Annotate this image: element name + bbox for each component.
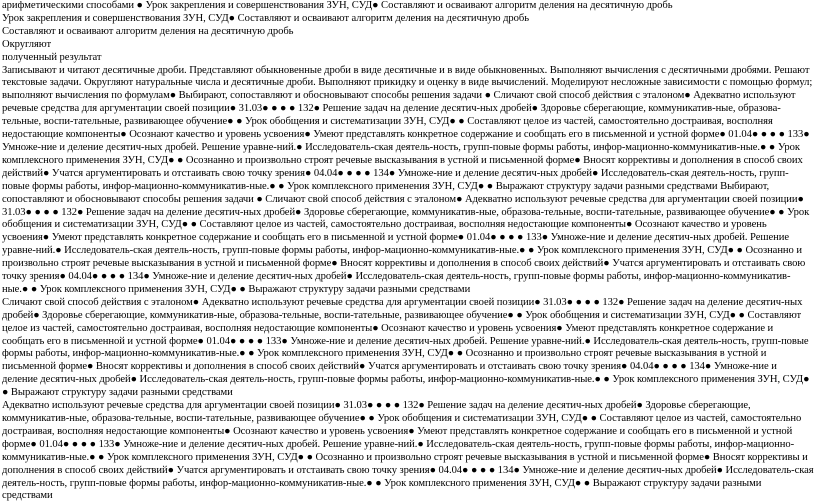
text-line-3: Составляют и осваивают алгоритм деления на десятичную дробь [2, 25, 294, 37]
paragraph-3: Адекватно используют речевые средства для аргументации своей позиции● 31.03● ● ● ● 132● Решение задач на деление десятич-ных дробей● Здоровье сберегающие, коммуникатив-ные, образова-тельные, воспи-тательные, развивающее обучение● ● Урок обобщения и систематизации ЗУН, СУД● ● Составляют целое из частей, самостоятельно достраивая, восполняя недостающие компоненты● Осознают качество и уровень усвоения● Умеют представлять конкретное содержание и сообщать его в письменной и устной форме● 01.04● ● ● ● 133● Умноже-ние и деление десятич-ных дробей. Решение уравне-ний.● Исследователь-ская деятель-ность, групп-повые формы работы, инфор-мационно-коммуникатив-ные.● ● Урок комплексного применения ЗУН, СУД● ● Осознанно и произвольно строят речевые высказывания в устной и письменной форме● Вносят коррективы и дополнения в способ своих действий● Учатся аргументировать и отстаивать свою точку зрения● 04.04● ● ● ● 134● Умноже-ние и деление десятич-ных дробей● Исследователь-ская деятель-ность, групп-повые формы работы, инфор-мационно-коммуникатив-ные.● ● Урок комплексного применения ЗУН, СУД● ● Выражают структуру задачи разными средствами [2, 400, 814, 502]
text-line-1: арифметическими способами ● Урок закрепления и совершенствования ЗУН, СУД● Составляют и осваивают алгоритм деления на десятичную дробь [2, 0, 673, 11]
paragraph-2: Сличают свой способ действия с эталоном● Адекватно используют речевые средства для аргументации своей позиции● 31.03● ● ● ● 132● Решение задач на деление десятич-ных дробей● Здоровье сберегающие, коммуникатив-ные, образова-тельные, воспи-тательные, развивающее обучение● ● Урок обобщения и систематизации ЗУН, СУД● ● Составляют целое из частей, самостоятельно достраивая, восполняя недостающие компоненты● Осознают качество и уровень усвоения● Умеют представлять конкретное содержание и сообщать его в письменной и устной форме● 01.04● ● ● ● 133● Умноже-ние и деление десятич-ных дробей. Решение уравне-ний.● Исследователь-ская деятель-ность, групп-повые формы работы, инфор-мационно-коммуникатив-ные.● ● Урок комплексного применения ЗУН, СУД● ● Осознанно и произвольно строят речевые высказывания в устной и письменной форме● Вносят коррективы и дополнения в способ своих действий● Учатся аргументировать и отстаивать свою точку зрения● 04.04● ● ● ● 134● Умноже-ние и деление десятич-ных дробей● Исследователь-ская деятель-ность, групп-повые формы работы, инфор-мационно-коммуникатив-ные.● ● Урок комплексного применения ЗУН, СУД● ● Выражают структуру задачи разными средствами [2, 296, 810, 399]
paragraph-1: Записывают и читают десятичные дроби. Представляют обыкновенные дроби в виде десятичные и в виде обыкновенных. Выполняют вычисления с десятичными дробями. Решают текстовые задачи. Округляют натуральные числа и десятичные дроби. Выполняют прикидку и оценку в виде вычислений. Моделируют несложные зависимости с помощью формул; выполняют вычисления по формулам● Выбирают, сопоставляют и обосновывают способы решения задачи ● Сличают свой способ действия с эталоном● Адекватно используют речевые средства для аргументации своей позиции● 31.03● ● ● ● 132● Решение задач на деление десятич-ных дробей● Здоровье сберегающие, коммуникатив-ные, образова-тельные, воспи-тательные, развивающее обучение● ● Урок обобщения и систематизации ЗУН, СУД● ● Составляют целое из частей, самостоятельно достраивая, восполняя недостающие компоненты● Осознают качество и уровень усвоения● Умеют представлять конкретное содержание и сообщать его в письменной и устной форме● 01.04● ● ● ● 133● Умноже-ние и деление десятич-ных дробей. Решение уравне-ний.● Исследователь-ская деятель-ность, групп-повые формы работы, инфор-мационно-коммуникатив-ные.● ● Урок комплексного применения ЗУН, СУД● ● Осознанно и произвольно строят речевые высказывания в устной и письменной форме● Вносят коррективы и дополнения в способ своих действий● Учатся аргументировать и отстаивать свою точку зрения● 04.04● ● ● ● 134● Умноже-ние и деление десятич-ных дробей● Исследователь-ская деятель-ность, групп-повые формы работы, инфор-мационно-коммуникатив-ные.● ● Урок комплексного применения ЗУН, СУД● ● Выражают структуру задачи разными средствами Выбирают, сопоставляют и обосновывают способы решения задачи ● Сличают свой способ действия с эталоном● Адекватно используют речевые средства для аргументации своей позиции● 31.03● ● ● ● 132● Решение задач на деление десятич-ных дробей● Здоровье сберегающие, коммуникатив-ные, образова-тельные, воспи-тательные, развивающее обучение● ● Урок обобщения и систематизации ЗУН, СУД● ● Составляют целое из частей, самостоятельно достраивая, восполняя недостающие компоненты● Осознают качество и уровень усвоения● Умеют представлять конкретное содержание и сообщать его в письменной и устной форме● 01.04● ● ● ● 133● Умноже-ние и деление десятич-ных дробей. Решение уравне-ний.● Исследователь-ская деятель-ность, групп-повые формы работы, инфор-мационно-коммуникатив-ные.● ● Урок комплексного применения ЗУН, СУД● ● Осознанно и произвольно строят речевые высказывания в устной и письменной форме● Вносят коррективы и дополнения в способ своих действий● Учатся аргументировать и отстаивать свою точку зрения● 04.04● ● ● ● 134● Умноже-ние и деление десятич-ных дробей● Исследователь-ская деятель-ность, групп-повые формы работы, инфор-мационно-коммуникатив-ные.● ● Урок комплексного применения ЗУН, СУД● ● Выражают структуру задачи разными средствами [2, 64, 813, 295]
text-line-2: Урок закрепления и совершенствования ЗУН, СУД● Составляют и осваивают алгоритм деления на десятичную дробь [2, 12, 529, 24]
text-line-5: полученный результат [2, 51, 102, 63]
text-line-4: Округляют [2, 38, 52, 50]
